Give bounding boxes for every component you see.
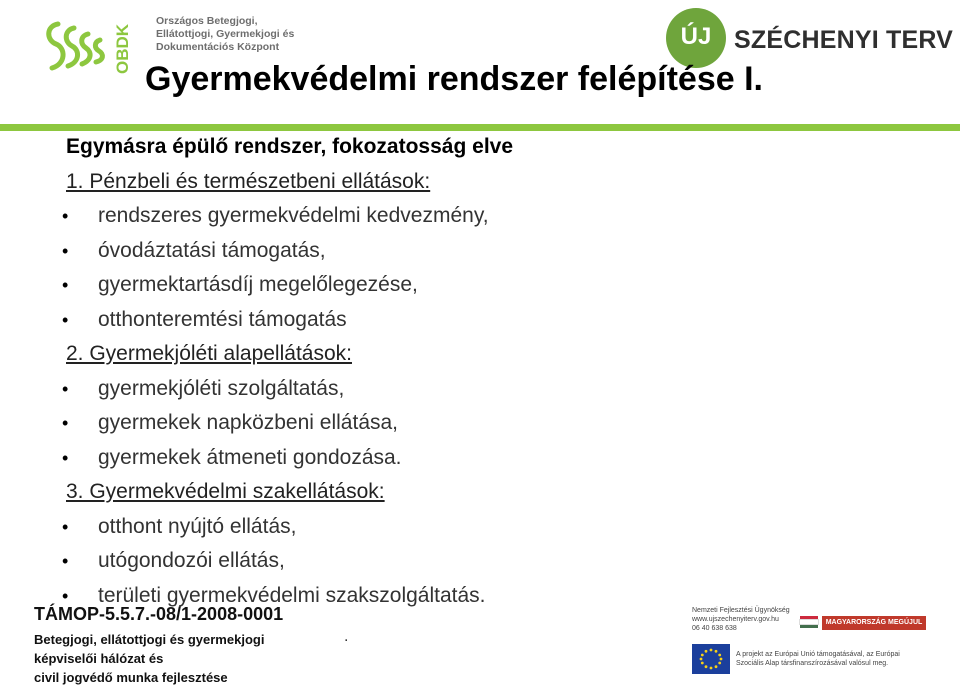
project-line: civil jogvédő munka fejlesztése <box>34 670 228 685</box>
footer-project-info <box>34 604 354 687</box>
eu-funding-statement <box>736 650 900 668</box>
slide-content <box>66 130 926 613</box>
bullet-item: • otthont nyújtó ellátás, <box>66 510 926 545</box>
szechenyi-name: SZÉCHENYI TERV <box>734 26 954 54</box>
obdk-line: Ellátottjogi, Gyermekjogi és <box>156 28 295 40</box>
bullet-item: • területi gyermekvédelmi szakszolgáltatás. <box>66 579 926 614</box>
project-code: TÁMOP-5.5.7.-08/1-2008-0001 <box>34 604 284 624</box>
page-title: Gyermekvédelmi rendszer felépítése I. <box>145 60 763 98</box>
footer-dot: . <box>344 628 349 645</box>
project-line: Betegjogi, ellátottjogi és gyermekjogi <box>34 632 265 647</box>
bullet-item: • gyermekek átmeneti gondozása. <box>66 441 926 476</box>
funding-logos <box>690 604 930 684</box>
section-heading: 2. Gyermekjóléti alapellátások: <box>66 342 352 365</box>
obdk-logo-mark-icon <box>44 12 154 80</box>
nfu-line: 06 40 638 638 <box>692 625 737 632</box>
eu-line: Szociális Alap társfinanszírozásával valósul meg. <box>736 660 889 667</box>
obdk-vertical-text: OBDK <box>113 23 132 74</box>
bullet-item: • óvodáztatási támogatás, <box>66 234 926 269</box>
obdk-line: Országos Betegjogi, <box>156 15 258 27</box>
section-heading: 1. Pénzbeli és természetbeni ellátások: <box>66 169 431 193</box>
bullet-item: • rendszeres gyermekvédelmi kedvezmény, <box>66 199 926 234</box>
section-heading: 3. Gyermekvédelmi szakellátások: <box>66 480 385 503</box>
bullet-item: • utógondozói ellátás, <box>66 544 926 579</box>
bullet-item: • gyermekek napközbeni ellátása, <box>66 406 926 441</box>
bullet-item: • gyermektartásdíj megelőlegezése, <box>66 268 926 303</box>
hungarian-flag-icon <box>800 616 818 628</box>
szechenyi-badge-text: ÚJ <box>680 23 712 50</box>
eu-flag-icon <box>692 644 730 674</box>
bullet-item: • gyermekjóléti szolgáltatás, <box>66 372 926 407</box>
obdk-line: Dokumentációs Központ <box>156 41 280 53</box>
obdk-org-name <box>156 15 294 54</box>
magyarorszag-megujul-banner: MAGYARORSZÁG MEGÚJUL <box>822 616 926 630</box>
bullet-item: • otthonteremtési támogatás <box>66 303 926 338</box>
eu-line: A projekt az Európai Unió támogatásával, az Európai <box>736 651 900 658</box>
nfu-line: Nemzeti Fejlesztési Ügynökség <box>692 607 790 614</box>
project-line: képviselői hálózat és <box>34 651 164 666</box>
intro-line: Egymásra épülő rendszer, fokozatosság elve <box>66 135 514 158</box>
nfu-info <box>692 606 790 633</box>
nfu-line: www.ujszechenyiterv.gov.hu <box>692 616 779 623</box>
eu-stars-icon <box>692 644 730 674</box>
